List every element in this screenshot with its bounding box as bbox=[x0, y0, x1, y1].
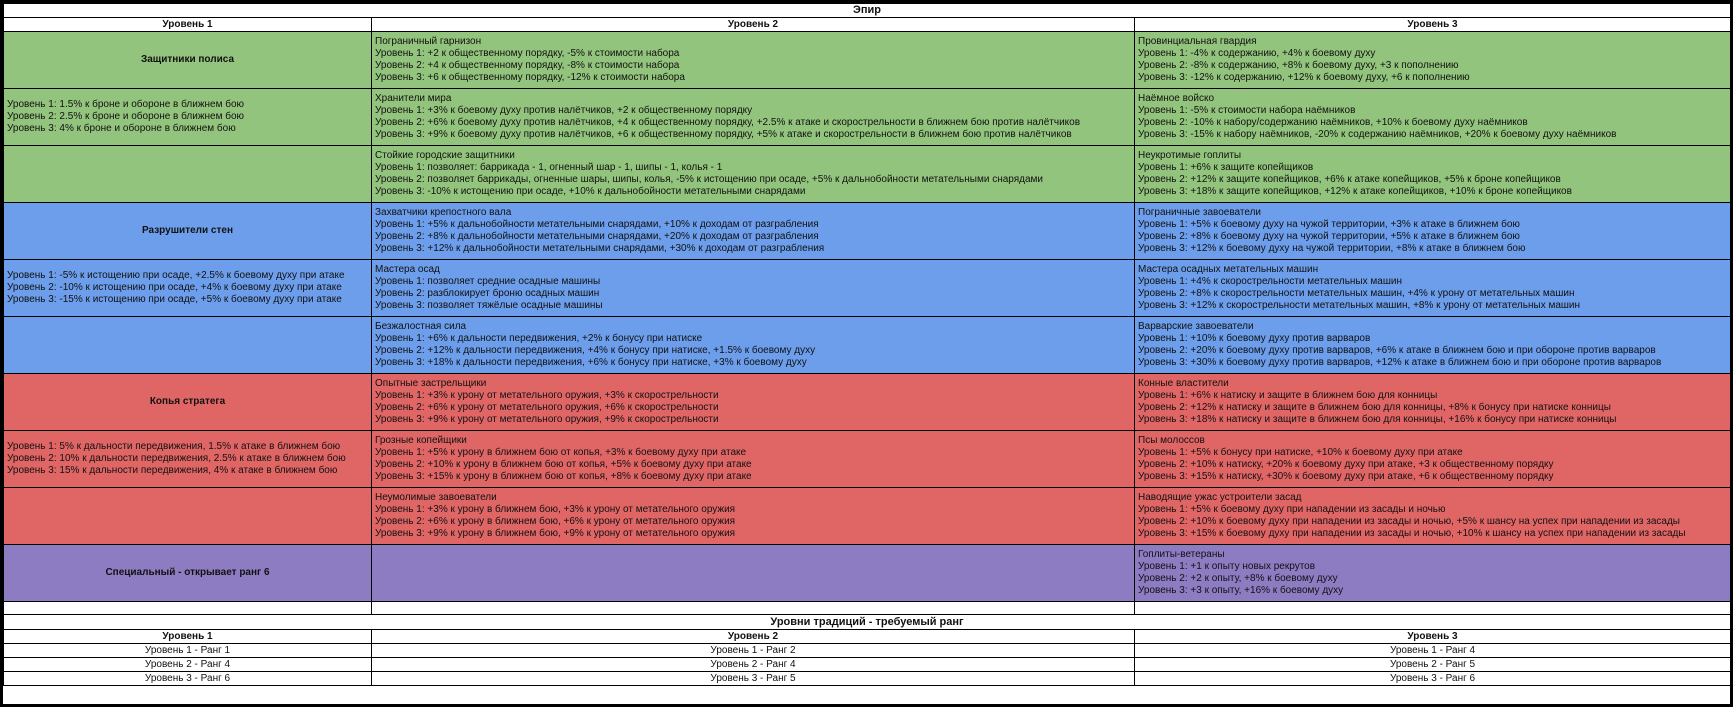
group-effects-cell[interactable] bbox=[4, 260, 372, 317]
tier-2-tradition-cell[interactable] bbox=[372, 146, 1135, 203]
tradition-name: Варварские завоеватели bbox=[1138, 321, 1254, 332]
empty-cell[interactable] bbox=[372, 602, 1135, 615]
tradition-effect-line: Уровень 2: +6% к урону от метательного оружия, +6% к скорострельности bbox=[375, 402, 719, 413]
tradition-row bbox=[4, 146, 1731, 203]
tradition-effect-line: Уровень 3: -10% к истощению при осаде, +10% к дальнобойности метательными снарядами bbox=[375, 186, 806, 197]
group-name-cell[interactable]: Защитники полиса bbox=[4, 32, 372, 89]
tradition-row bbox=[4, 431, 1731, 488]
tradition-name: Хранители мира bbox=[375, 93, 452, 104]
tradition-effect-line: Уровень 2: +6% к урону в ближнем бою, +6% к урону от метательного оружия bbox=[375, 516, 736, 527]
tradition-effect-line: Уровень 2: позволяет баррикады, огненные шары, шипы, колья, -5% к истощению при осаде, +5% к дальнобойности метательными снарядами bbox=[375, 174, 1043, 185]
tradition-effect-line: Уровень 1: +10% к боевому духу против варваров bbox=[1138, 333, 1371, 344]
tradition-effect-line: Уровень 3: +3 к опыту, +16% к боевому духу bbox=[1138, 585, 1344, 596]
tradition-effect-line: Уровень 1: +3% к урону в ближнем бою, +3% к урону от метательного оружия bbox=[375, 504, 736, 515]
tradition-effect-line: Уровень 2: +8% к боевому духу на чужой территории, +5% к атаке в ближнем бою bbox=[1138, 231, 1520, 242]
tradition-name: Пограничные завоеватели bbox=[1138, 207, 1262, 218]
tradition-name: Конные властители bbox=[1138, 378, 1229, 389]
tradition-effect-line: Уровень 1: -4% к содержанию, +4% к боевому духу bbox=[1138, 48, 1376, 59]
tradition-effect-line: Уровень 1: +6% к дальности передвижения, +2% к бонусу при натиске bbox=[375, 333, 703, 344]
tradition-effect-line: Уровень 2: разблокирует броню осадных машин bbox=[375, 288, 600, 299]
tradition-row bbox=[4, 260, 1731, 317]
rank-header-level-2[interactable]: Уровень 2 bbox=[372, 630, 1135, 644]
traditions-table bbox=[3, 3, 1731, 686]
tradition-name: Стойкие городские защитники bbox=[375, 150, 515, 161]
tier-3-tradition-cell[interactable] bbox=[1135, 317, 1731, 374]
tradition-row bbox=[4, 374, 1731, 431]
tier-2-tradition-cell[interactable] bbox=[372, 260, 1135, 317]
tradition-effect-line: Уровень 3: позволяет тяжёлые осадные машины bbox=[375, 300, 603, 311]
empty-cell[interactable] bbox=[372, 545, 1135, 602]
empty-cell[interactable] bbox=[4, 146, 372, 203]
spreadsheet bbox=[3, 3, 1730, 704]
tier-2-tradition-cell[interactable] bbox=[372, 488, 1135, 545]
tier-2-tradition-cell[interactable] bbox=[372, 32, 1135, 89]
tradition-effect-line: Уровень 3: +9% к урону в ближнем бою, +9% к урону от метательного оружия bbox=[375, 528, 736, 539]
tradition-effect-line: Уровень 3: +18% к дальности передвижения, +6% к бонусу при натиске, +3% к боевому духу bbox=[375, 357, 807, 368]
tradition-effect-line: Уровень 2: +6% к боевому духу против налётчиков, +4 к общественному порядку, +2.5% к атаке и скорострельности в ближнем бою против налётчиков bbox=[375, 117, 1081, 128]
empty-cell[interactable] bbox=[4, 602, 372, 615]
tradition-effect-line: Уровень 1: позволяет: баррикада - 1, огненный шар - 1, шипы - 1, колья - 1 bbox=[375, 162, 723, 173]
group-name-cell[interactable]: Специальный - открывает ранг 6 bbox=[4, 545, 372, 602]
tradition-effect-line: Уровень 3: +9% к боевому духу против налётчиков, +6 к общественному порядку, +5% к атаке и скорострельности в ближнем бою против налётчиков bbox=[375, 129, 1072, 140]
group-effect-line: Уровень 1: -5% к истощению при осаде, +2.5% к боевому духу при атаке bbox=[7, 270, 345, 281]
group-effect-line: Уровень 3: 15% к дальности передвижения, 4% к атаке в ближнем бою bbox=[7, 465, 338, 476]
tradition-effect-line: Уровень 1: позволяет средние осадные машины bbox=[375, 276, 601, 287]
tradition-effect-line: Уровень 2: +12% к защите копейщиков, +6% к атаке копейщиков, +5% к броне копейщиков bbox=[1138, 174, 1561, 185]
tier-3-tradition-cell[interactable] bbox=[1135, 89, 1731, 146]
rank-cell[interactable]: Уровень 2 - Ранг 4 bbox=[372, 658, 1135, 672]
tradition-name: Безжалостная сила bbox=[375, 321, 467, 332]
group-effect-line: Уровень 2: 2.5% к броне и обороне в ближнем бою bbox=[7, 111, 245, 122]
tradition-effect-line: Уровень 3: +12% к боевому духу на чужой территории, +8% к атаке в ближнем бою bbox=[1138, 243, 1526, 254]
tradition-effect-line: Уровень 3: +15% к урону в ближнем бою от копья, +8% к боевому духу при атаке bbox=[375, 471, 752, 482]
tradition-effect-line: Уровень 2: +12% к дальности передвижения, +4% к бонусу при натиске, +1.5% к боевому духу bbox=[375, 345, 816, 356]
tradition-row bbox=[4, 89, 1731, 146]
group-effect-line: Уровень 3: -15% к истощению при осаде, +5% к боевому духу при атаке bbox=[7, 294, 342, 305]
group-effect-line: Уровень 2: 10% к дальности передвижения, 2.5% к атаке в ближнем бою bbox=[7, 453, 346, 464]
group-effect-line: Уровень 2: -10% к истощению при осаде, +4% к боевому духу при атаке bbox=[7, 282, 342, 293]
rank-cell[interactable]: Уровень 1 - Ранг 1 bbox=[4, 644, 372, 658]
tradition-effect-line: Уровень 2: -8% к содержанию, +8% к боевому духу, +3 к пополнению bbox=[1138, 60, 1459, 71]
group-effects-cell[interactable] bbox=[4, 431, 372, 488]
tradition-effect-line: Уровень 3: +15% к боевому духу при нападении из засады и ночью, +10% к шансу на успех при нападении из засады bbox=[1138, 528, 1686, 539]
tradition-effect-line: Уровень 2: +8% к дальнобойности метательными снарядами, +20% к доходам от разграбления bbox=[375, 231, 819, 242]
tier-3-tradition-cell[interactable] bbox=[1135, 374, 1731, 431]
tradition-row bbox=[4, 545, 1731, 602]
tradition-effect-line: Уровень 3: +15% к натиску, +30% к боевому духу при атаке, +6 к общественному порядку bbox=[1138, 471, 1554, 482]
group-name-cell[interactable]: Копья стратега bbox=[4, 374, 372, 431]
tradition-row bbox=[4, 203, 1731, 260]
column-header-level-2[interactable]: Уровень 2 bbox=[372, 18, 1135, 32]
tradition-effect-line: Уровень 2: +10% к боевому духу при нападении из засады и ночью, +5% к шансу на успех при нападении из засады bbox=[1138, 516, 1680, 527]
tradition-effect-line: Уровень 1: +5% к бонусу при натиске, +10% к боевому духу при атаке bbox=[1138, 447, 1463, 458]
empty-cell[interactable] bbox=[1135, 602, 1731, 615]
group-name-cell[interactable]: Разрушители стен bbox=[4, 203, 372, 260]
faction-title[interactable]: Эпир bbox=[4, 4, 1731, 18]
tradition-name: Опытные застрельщики bbox=[375, 378, 487, 389]
tradition-effect-line: Уровень 1: +1 к опыту новых рекрутов bbox=[1138, 561, 1316, 572]
tradition-effect-line: Уровень 1: +6% к защите копейщиков bbox=[1138, 162, 1314, 173]
tier-3-tradition-cell[interactable] bbox=[1135, 146, 1731, 203]
tradition-effect-line: Уровень 3: +12% к дальнобойности метательными снарядами, +30% к доходам от разграбления bbox=[375, 243, 825, 254]
rank-cell[interactable]: Уровень 1 - Ранг 4 bbox=[1135, 644, 1731, 658]
tradition-row bbox=[4, 317, 1731, 374]
tradition-name: Провинциальная гвардия bbox=[1138, 36, 1257, 47]
tradition-effect-line: Уровень 1: +5% к урону в ближнем бою от копья, +3% к боевому духу при атаке bbox=[375, 447, 747, 458]
tier-3-tradition-cell[interactable] bbox=[1135, 431, 1731, 488]
tradition-name: Псы молоссов bbox=[1138, 435, 1205, 446]
tradition-effect-line: Уровень 3: -12% к содержанию, +12% к боевому духу, +6 к пополнению bbox=[1138, 72, 1470, 83]
rank-header-level-3[interactable]: Уровень 3 bbox=[1135, 630, 1731, 644]
tradition-name: Неукротимые гоплиты bbox=[1138, 150, 1242, 161]
rank-header-level-1[interactable]: Уровень 1 bbox=[4, 630, 372, 644]
tradition-effect-line: Уровень 3: +6 к общественному порядку, -12% к стоимости набора bbox=[375, 72, 685, 83]
tier-3-tradition-cell[interactable] bbox=[1135, 32, 1731, 89]
group-effect-line: Уровень 1: 1.5% к броне и обороне в ближнем бою bbox=[7, 99, 245, 110]
tradition-effect-line: Уровень 1: +3% к урону от метательного оружия, +3% к скорострельности bbox=[375, 390, 719, 401]
tradition-effect-line: Уровень 3: +18% к натиску и защите в ближнем бою для конницы, +16% к бонусу при натиске конницы bbox=[1138, 414, 1617, 425]
tradition-name: Неумолимые завоеватели bbox=[375, 492, 497, 503]
tradition-effect-line: Уровень 2: +12% к натиску и защите в ближнем бою для конницы, +8% к бонусу при натиске конницы bbox=[1138, 402, 1611, 413]
tradition-effect-line: Уровень 3: +12% к скорострельности метательных машин, +8% к урону от метательных машин bbox=[1138, 300, 1581, 311]
tradition-row bbox=[4, 488, 1731, 545]
group-effects-cell[interactable] bbox=[4, 89, 372, 146]
tier-3-tradition-cell[interactable] bbox=[1135, 488, 1731, 545]
rank-cell[interactable]: Уровень 1 - Ранг 2 bbox=[372, 644, 1135, 658]
tier-3-tradition-cell[interactable] bbox=[1135, 203, 1731, 260]
tradition-effect-line: Уровень 1: +4% к скорострельности метательных машин bbox=[1138, 276, 1402, 287]
tradition-effect-line: Уровень 2: +10% к натиску, +20% к боевому духу при атаке, +3 к общественному порядку bbox=[1138, 459, 1554, 470]
empty-cell[interactable] bbox=[4, 488, 372, 545]
tradition-name: Захватчики крепостного вала bbox=[375, 207, 512, 218]
rank-cell[interactable]: Уровень 3 - Ранг 6 bbox=[1135, 672, 1731, 686]
tradition-effect-line: Уровень 1: -5% к стоимости набора наёмников bbox=[1138, 105, 1356, 116]
tradition-effect-line: Уровень 3: +18% к защите копейщиков, +12% к атаке копейщиков, +10% к броне копейщиков bbox=[1138, 186, 1572, 197]
tradition-effect-line: Уровень 2: +20% к боевому духу против варваров, +6% к атаке в ближнем бою и при обороне против варваров bbox=[1138, 345, 1656, 356]
tradition-name: Мастера осад bbox=[375, 264, 440, 275]
tier-2-tradition-cell[interactable] bbox=[372, 203, 1135, 260]
column-header-level-3[interactable]: Уровень 3 bbox=[1135, 18, 1731, 32]
tier-2-tradition-cell[interactable] bbox=[372, 374, 1135, 431]
group-effect-line: Уровень 1: 5% к дальности передвижения, 1.5% к атаке в ближнем бою bbox=[7, 441, 341, 452]
tradition-effect-line: Уровень 2: +10% к урону в ближнем бою от копья, +5% к боевому духу при атаке bbox=[375, 459, 752, 470]
rank-table-title[interactable]: Уровни традиций - требуемый ранг bbox=[4, 615, 1731, 630]
tier-3-tradition-cell[interactable] bbox=[1135, 545, 1731, 602]
tradition-effect-line: Уровень 1: +3% к боевому духу против налётчиков, +2 к общественному порядку bbox=[375, 105, 753, 116]
tradition-row bbox=[4, 32, 1731, 89]
tradition-name: Гоплиты-ветераны bbox=[1138, 549, 1225, 560]
rank-cell[interactable]: Уровень 3 - Ранг 5 bbox=[372, 672, 1135, 686]
tier-2-tradition-cell[interactable] bbox=[372, 431, 1135, 488]
column-header-level-1[interactable]: Уровень 1 bbox=[4, 18, 372, 32]
tradition-effect-line: Уровень 1: +6% к натиску и защите в ближнем бою для конницы bbox=[1138, 390, 1438, 401]
rank-cell[interactable]: Уровень 3 - Ранг 6 bbox=[4, 672, 372, 686]
tier-3-tradition-cell[interactable] bbox=[1135, 260, 1731, 317]
tradition-name: Мастера осадных метательных машин bbox=[1138, 264, 1319, 275]
tradition-effect-line: Уровень 1: +5% к боевому духу на чужой территории, +3% к атаке в ближнем бою bbox=[1138, 219, 1520, 230]
tradition-name: Грозные копейщики bbox=[375, 435, 467, 446]
rank-cell[interactable]: Уровень 2 - Ранг 5 bbox=[1135, 658, 1731, 672]
tradition-name: Наводящие ужас устроители засад bbox=[1138, 492, 1302, 503]
tradition-effect-line: Уровень 3: +9% к урону от метательного оружия, +9% к скорострельности bbox=[375, 414, 719, 425]
tradition-effect-line: Уровень 2: +4 к общественному порядку, -8% к стоимости набора bbox=[375, 60, 680, 71]
tradition-effect-line: Уровень 2: -10% к набору/содержанию наёмников, +10% к боевому духу наёмников bbox=[1138, 117, 1528, 128]
tradition-effect-line: Уровень 1: +5% к боевому духу при нападении из засады и ночью bbox=[1138, 504, 1446, 515]
tradition-name: Наёмное войско bbox=[1138, 93, 1215, 104]
tradition-name: Пограничный гарнизон bbox=[375, 36, 482, 47]
empty-cell[interactable] bbox=[4, 317, 372, 374]
tradition-effect-line: Уровень 2: +2 к опыту, +8% к боевому духу bbox=[1138, 573, 1338, 584]
tradition-effect-line: Уровень 3: -15% к набору наёмников, -20% к содержанию наёмников, +20% к боевому духу наёмников bbox=[1138, 129, 1617, 140]
tradition-effect-line: Уровень 3: +30% к боевому духу против варваров, +12% к атаке в ближнем бою и при обороне против варваров bbox=[1138, 357, 1662, 368]
tier-2-tradition-cell[interactable] bbox=[372, 317, 1135, 374]
tier-2-tradition-cell[interactable] bbox=[372, 89, 1135, 146]
tradition-effect-line: Уровень 2: +8% к скорострельности метательных машин, +4% к урону от метательных машин bbox=[1138, 288, 1575, 299]
rank-cell[interactable]: Уровень 2 - Ранг 4 bbox=[4, 658, 372, 672]
group-effect-line: Уровень 3: 4% к броне и обороне в ближнем бою bbox=[7, 123, 236, 134]
tradition-effect-line: Уровень 1: +2 к общественному порядку, -5% к стоимости набора bbox=[375, 48, 680, 59]
tradition-effect-line: Уровень 1: +5% к дальнобойности метательными снарядами, +10% к доходам от разграбления bbox=[375, 219, 819, 230]
